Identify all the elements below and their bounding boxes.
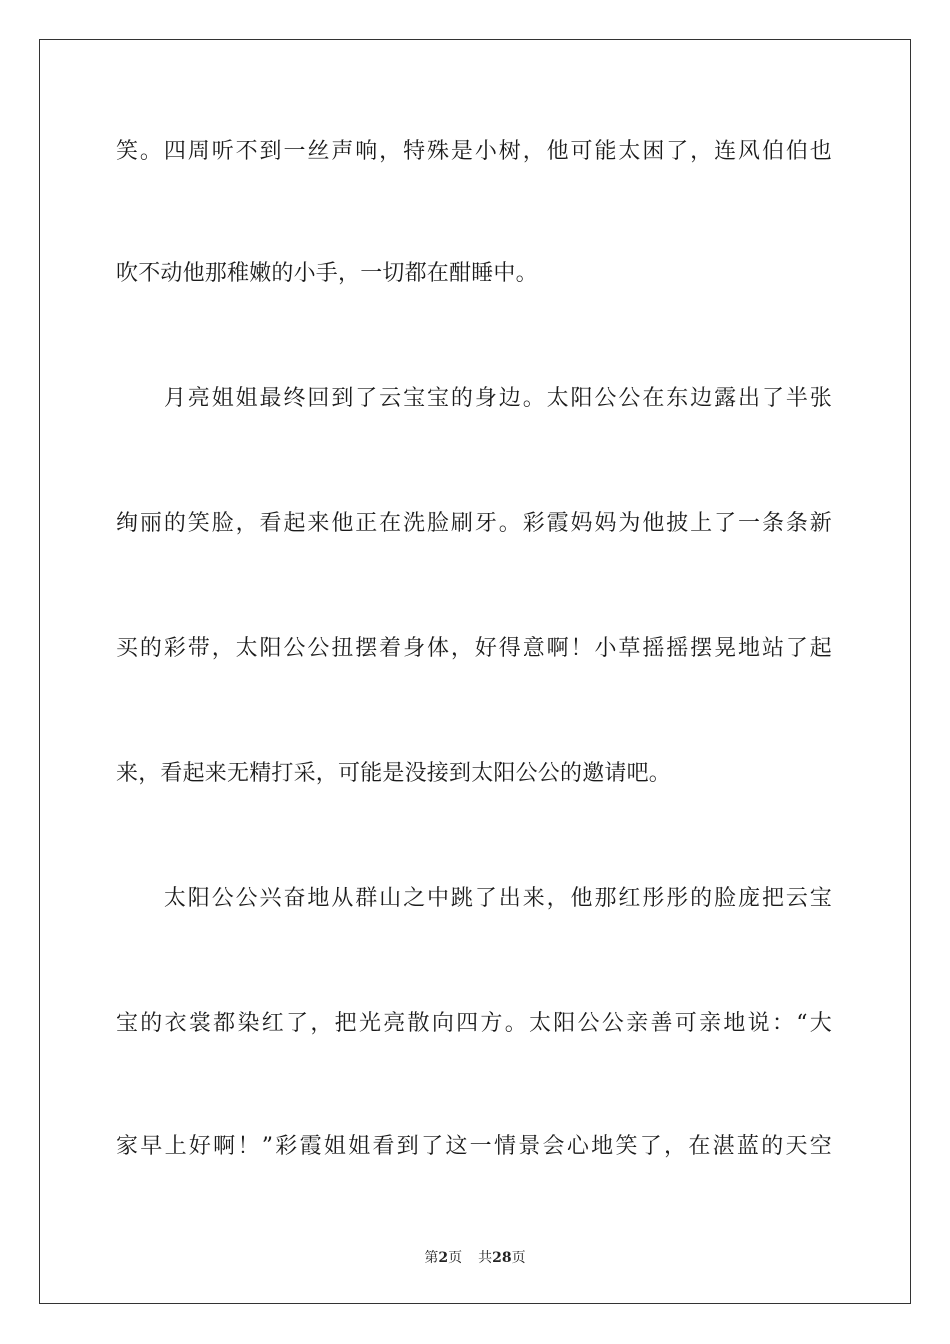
total-suffix: 页: [511, 1250, 526, 1266]
total-pages: 28: [492, 1250, 512, 1266]
text-line: 绚丽的笑脸，看起来他正在洗脸刷牙。彩霞妈妈为他披上了一条条新: [116, 511, 832, 536]
page-suffix: 页: [448, 1250, 463, 1266]
text-line: 月亮姐姐最终回到了云宝宝的身边。太阳公公在东边露出了半张: [116, 386, 832, 411]
text-line: 来，看起来无精打采，可能是没接到太阳公公的邀请吧。: [116, 761, 672, 786]
page-number: 2: [438, 1250, 449, 1266]
total-prefix: 共: [478, 1250, 493, 1266]
text-line: 吹不动他那稚嫩的小手，一切都在酣睡中。: [116, 261, 538, 286]
text-line: 买的彩带，太阳公公扭摆着身体，好得意啊！小草摇摇摆晃地站了起: [116, 636, 832, 661]
text-line: 宝的衣裳都染红了，把光亮散向四方。太阳公公亲善可亲地说：“大: [116, 1011, 832, 1036]
text-line: 太阳公公兴奋地从群山之中跳了出来，他那红彤彤的脸庞把云宝: [116, 886, 832, 911]
page-border: [39, 39, 911, 1304]
text-line: 家早上好啊！”彩霞姐姐看到了这一情景会心地笑了，在湛蓝的天空: [116, 1134, 832, 1159]
text-line: 笑。四周听不到一丝声响，特殊是小树，他可能太困了，连风伯伯也: [116, 139, 832, 164]
page-footer: [0, 1248, 950, 1268]
page-prefix: 第: [424, 1250, 439, 1266]
